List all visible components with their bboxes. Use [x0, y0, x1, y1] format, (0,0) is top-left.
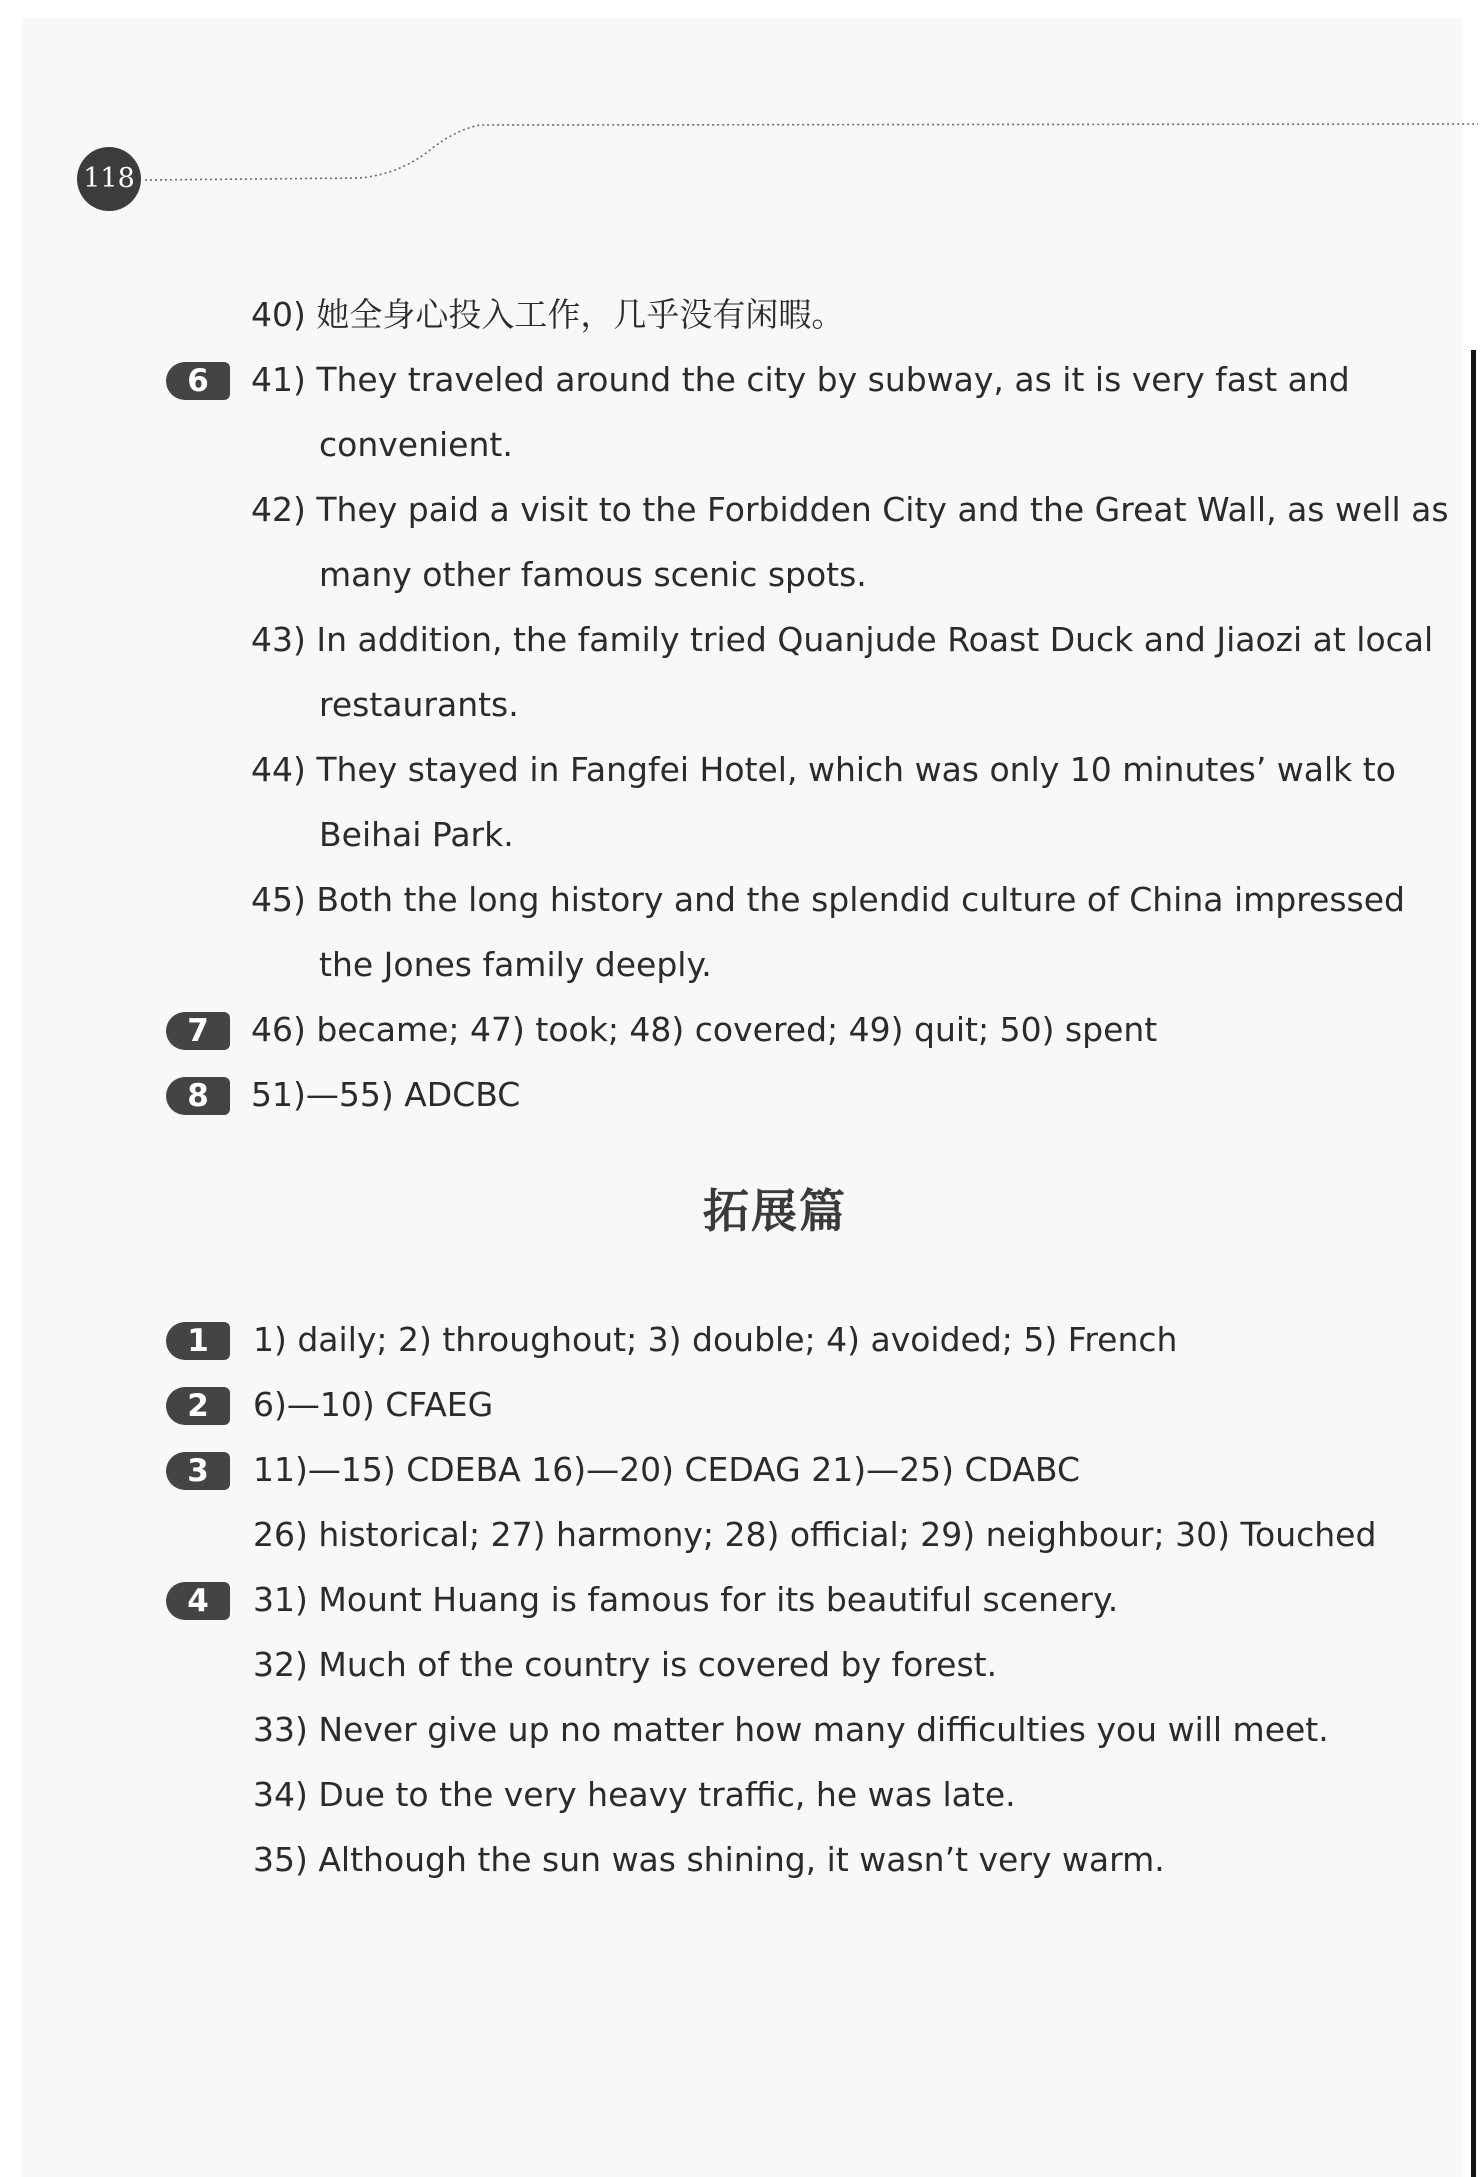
answer-line-51-55: 51)—55) ADCBC: [251, 1075, 521, 1114]
exercise-badge-7: 7: [166, 1012, 230, 1050]
ext-answer-line-34: 34) Due to the very heavy traffic, he was late.: [253, 1775, 1016, 1814]
answer-line-44-cont: Beihai Park.: [319, 815, 514, 854]
ext-answer-line-11-25: 11)—15) CDEBA 16)—20) CEDAG 21)—25) CDABC: [253, 1450, 1080, 1489]
page-number-badge: 118: [77, 147, 141, 211]
header-dotted-rule: [0, 0, 1480, 220]
answer-line-45: 45) Both the long history and the splendid culture of China impressed: [251, 880, 1405, 919]
exercise-badge-8: 8: [166, 1077, 230, 1115]
answer-line-46-50: 46) became; 47) took; 48) covered; 49) quit; 50) spent: [251, 1010, 1158, 1049]
ext-answer-line-32: 32) Much of the country is covered by forest.: [253, 1645, 998, 1684]
ext-answer-line-33: 33) Never give up no matter how many difficulties you will meet.: [253, 1710, 1329, 1749]
answer-line-43: 43) In addition, the family tried Quanjude Roast Duck and Jiaozi at local: [251, 620, 1434, 659]
answer-line-44: 44) They stayed in Fangfei Hotel, which was only 10 minutes’ walk to: [251, 750, 1396, 789]
answer-line-42: 42) They paid a visit to the Forbidden City and the Great Wall, as well as: [251, 490, 1449, 529]
ext-answer-line-31: 31) Mount Huang is famous for its beautiful scenery.: [253, 1580, 1119, 1619]
answer-line-41-cont: convenient.: [319, 425, 513, 464]
answer-line-40: 40) 她全身心投入工作，几乎没有闲暇。: [251, 295, 845, 334]
ext-answer-line-1-5: 1) daily; 2) throughout; 3) double; 4) avoided; 5) French: [253, 1320, 1178, 1359]
page-header: [0, 0, 1480, 220]
right-edge-rule: [1471, 350, 1476, 2177]
exercise-badge-3: 3: [166, 1452, 230, 1490]
answer-line-43-cont: restaurants.: [319, 685, 519, 724]
answer-line-45-cont: the Jones family deeply.: [319, 945, 712, 984]
exercise-badge-2: 2: [166, 1387, 230, 1425]
answer-line-41: 41) They traveled around the city by subway, as it is very fast and: [251, 360, 1350, 399]
section-title-extension: 拓展篇: [703, 1184, 847, 1238]
exercise-badge-1: 1: [166, 1322, 230, 1360]
ext-answer-line-26-30: 26) historical; 27) harmony; 28) official; 29) neighbour; 30) Touched: [253, 1515, 1377, 1554]
answer-line-42-cont: many other famous scenic spots.: [319, 555, 867, 594]
ext-answer-line-35: 35) Although the sun was shining, it wasn’t very warm.: [253, 1840, 1165, 1879]
exercise-badge-6: 6: [166, 362, 230, 400]
ext-answer-line-6-10: 6)—10) CFAEG: [253, 1385, 494, 1424]
exercise-badge-4: 4: [166, 1582, 230, 1620]
